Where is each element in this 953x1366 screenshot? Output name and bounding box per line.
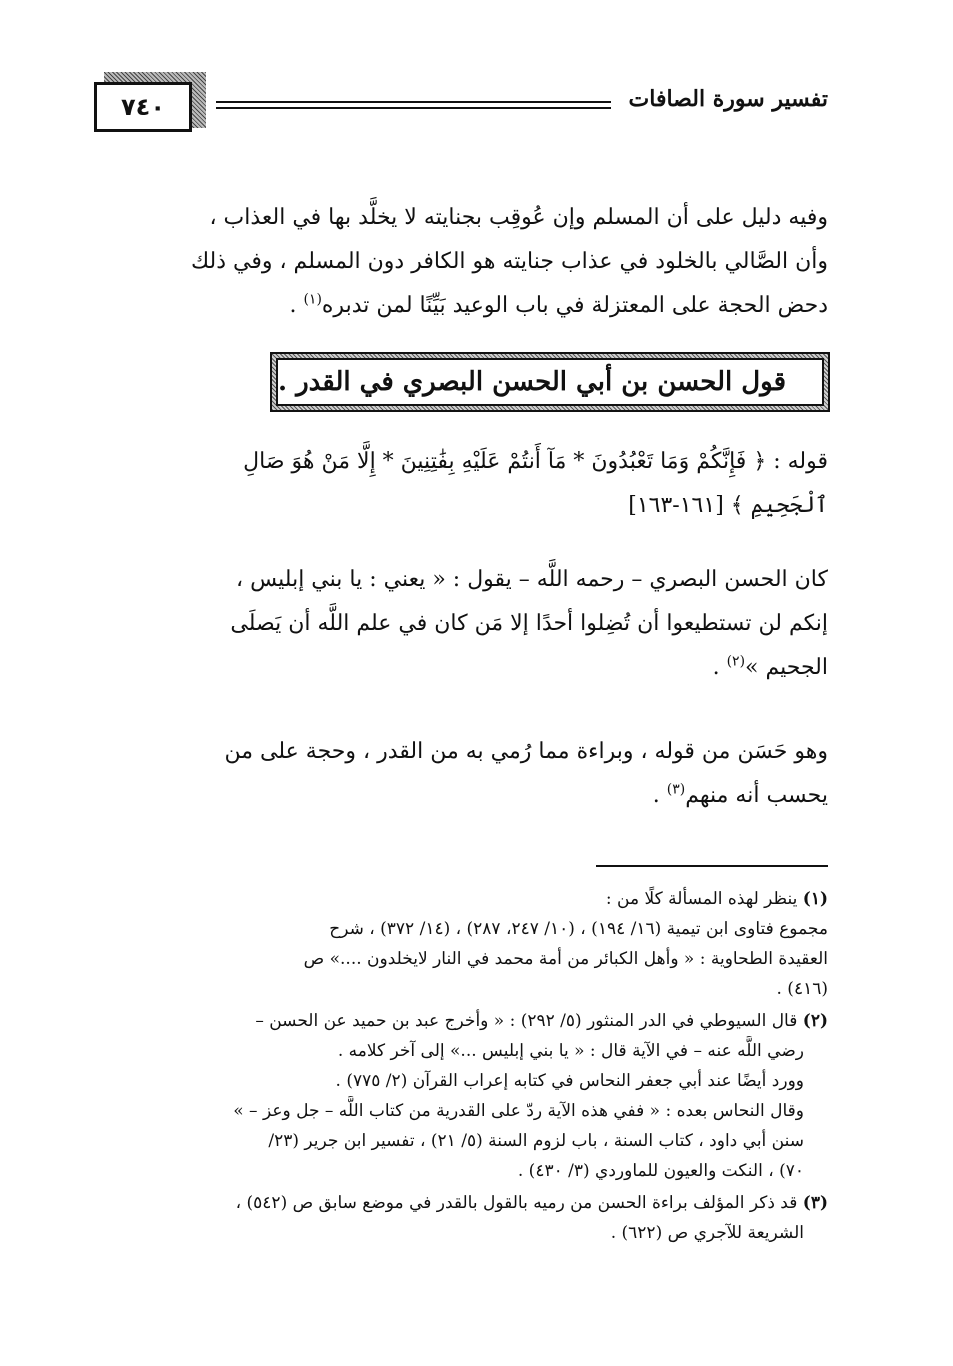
footnote-2 <box>88 1006 828 1186</box>
footnote-3 <box>88 1188 828 1248</box>
footnote-1-line-1 <box>88 884 828 914</box>
footnote-1-line-3: العقيدة الطحاوية : « وأهل الكبائر من أمة محمد في النار لايخلدون ....» ص <box>303 949 828 969</box>
section-heading-frame <box>270 352 830 412</box>
paragraph-1-line-3-text: دحض الحجة على المعتزلة في باب الوعيد بَيِّنًا لمن تدبره <box>321 293 828 318</box>
paragraph-1-line-2: وأن الصَّالي بالخلود في عذاب جنايته هو الكافر دون المسلم ، وفي ذلك <box>190 249 828 274</box>
paragraph-4-line-1: وهو حَسَن من قوله ، وبراءة مما رُمي به من القدر ، وحجة على من <box>224 739 828 764</box>
footnote-1-line-2: مجموع فتاوى ابن تيمية (١٦/ ١٩٤) ، (١٠/ ٢٤٧، ٢٨٧) ، (١٤/ ٣٧٢) ، شرح <box>329 919 828 939</box>
footnote-2-line-5: سنن أبي داود ، كتاب السنة ، باب لزوم السنة (٥/ ٢١) ، تفسير ابن جرير (٢٣/ <box>268 1131 804 1151</box>
page-number-frame <box>88 72 208 138</box>
header-double-rule <box>216 101 611 109</box>
paragraph-4-line-2 <box>88 774 828 818</box>
footnotes <box>88 884 828 1250</box>
paragraph-3-line-3-text: الجحيم » <box>745 655 828 680</box>
section-heading: قول الحسن بن أبي الحسن البصري في القدر . <box>276 358 824 406</box>
footnote-2-line-4: وقال النحاس بعده : « ففي هذه الآية ردّ على القدرية من كتاب اللَّه – جل وعز – » <box>233 1101 804 1121</box>
paragraph-1-line-1: وفيه دليل على أن المسلم وإن عُوقِب بجنايته لا يخلَّد بها في العذاب ، <box>209 205 828 230</box>
page-number: ٧٤٠ <box>94 82 192 132</box>
paragraph-3-line-1: كان الحسن البصري – رحمه اللَّه – يقول : « يعني : يا بني إبليس ، <box>236 567 828 592</box>
footnote-2-line-1 <box>88 1006 828 1036</box>
paragraph-3-line-2: إنكم لن تستطيعوا أن تُضِلوا أحدًا إلا مَن كان في علم اللَّه أن يَصلَى <box>230 611 828 636</box>
paragraph-3-line-3-end: . <box>712 655 727 680</box>
verse-line-1: قوله : ﴿ فَإِنَّكُمْ وَمَا تَعْبُدُونَ * مَآ أَنتُمْ عَلَيْهِ بِفَٰتِنِينَ * إِلَّا مَنْ هُوَ صَالِ <box>243 449 828 474</box>
verse-line-2: ٱلْجَحِيمِ ﴾ [١٦١-١٦٣] <box>628 493 828 518</box>
footnote-3-line-2: الشريعة للآجري ص (٦٢٢) . <box>610 1223 804 1243</box>
footnote-2-line-2: رضي اللَّه عنه – في الآية قال : « يا بني إبليس ...» إلى آخر كلامه . <box>337 1041 804 1061</box>
footnote-1-mark: (١) <box>802 889 828 909</box>
footnote-2-line-3: وورد أيضًا عند أبي جعفر النحاس في كتابه إعراب القرآن (٢/ ٧٧٥) . <box>335 1071 804 1091</box>
paragraph-1-line-3 <box>88 284 828 328</box>
footnote-3-line-1 <box>88 1188 828 1218</box>
footnote-1 <box>88 884 828 1004</box>
verse-paragraph <box>88 440 828 528</box>
footnote-2-line-6: ٧٠) ، النكت والعيون للماوردي (٣/ ٤٣٠) . <box>517 1161 804 1181</box>
paragraph-4 <box>88 730 828 818</box>
footnote-3-mark: (٣) <box>802 1193 828 1213</box>
footnote-1-line-1-text: ينظر لهذه المسألة كلًا من : <box>605 889 803 909</box>
footnote-ref-3[interactable]: (٣) <box>666 781 686 798</box>
footnote-1-line-4: (٤١٦) . <box>776 979 828 999</box>
footnote-ref-1[interactable]: (١) <box>303 291 322 308</box>
running-title: تفسير سورة الصافات <box>628 86 828 112</box>
paragraph-3-line-3 <box>88 646 828 690</box>
footnote-3-line-1-text: قد ذكر المؤلف براءة الحسن من رميه بالقول بالقدر في موضع سابق ص (٥٤٢) ، <box>235 1193 803 1213</box>
paragraph-1-line-3-end: . <box>289 293 304 318</box>
footnote-2-line-1-text: قال السيوطي في الدر المنثور (٥/ ٢٩٢) : « وأخرج عبد بن حميد عن الحسن – <box>255 1011 803 1031</box>
footnote-2-mark: (٢) <box>802 1011 828 1031</box>
paragraph-3 <box>88 558 828 690</box>
paragraph-1 <box>88 196 828 328</box>
paragraph-4-line-2-end: . <box>652 783 667 808</box>
page-header <box>88 72 828 138</box>
footnote-separator <box>596 865 828 867</box>
footnote-ref-2[interactable]: (٢) <box>726 653 746 670</box>
paragraph-4-line-2-text: يحسب أنه منهم <box>685 783 828 808</box>
